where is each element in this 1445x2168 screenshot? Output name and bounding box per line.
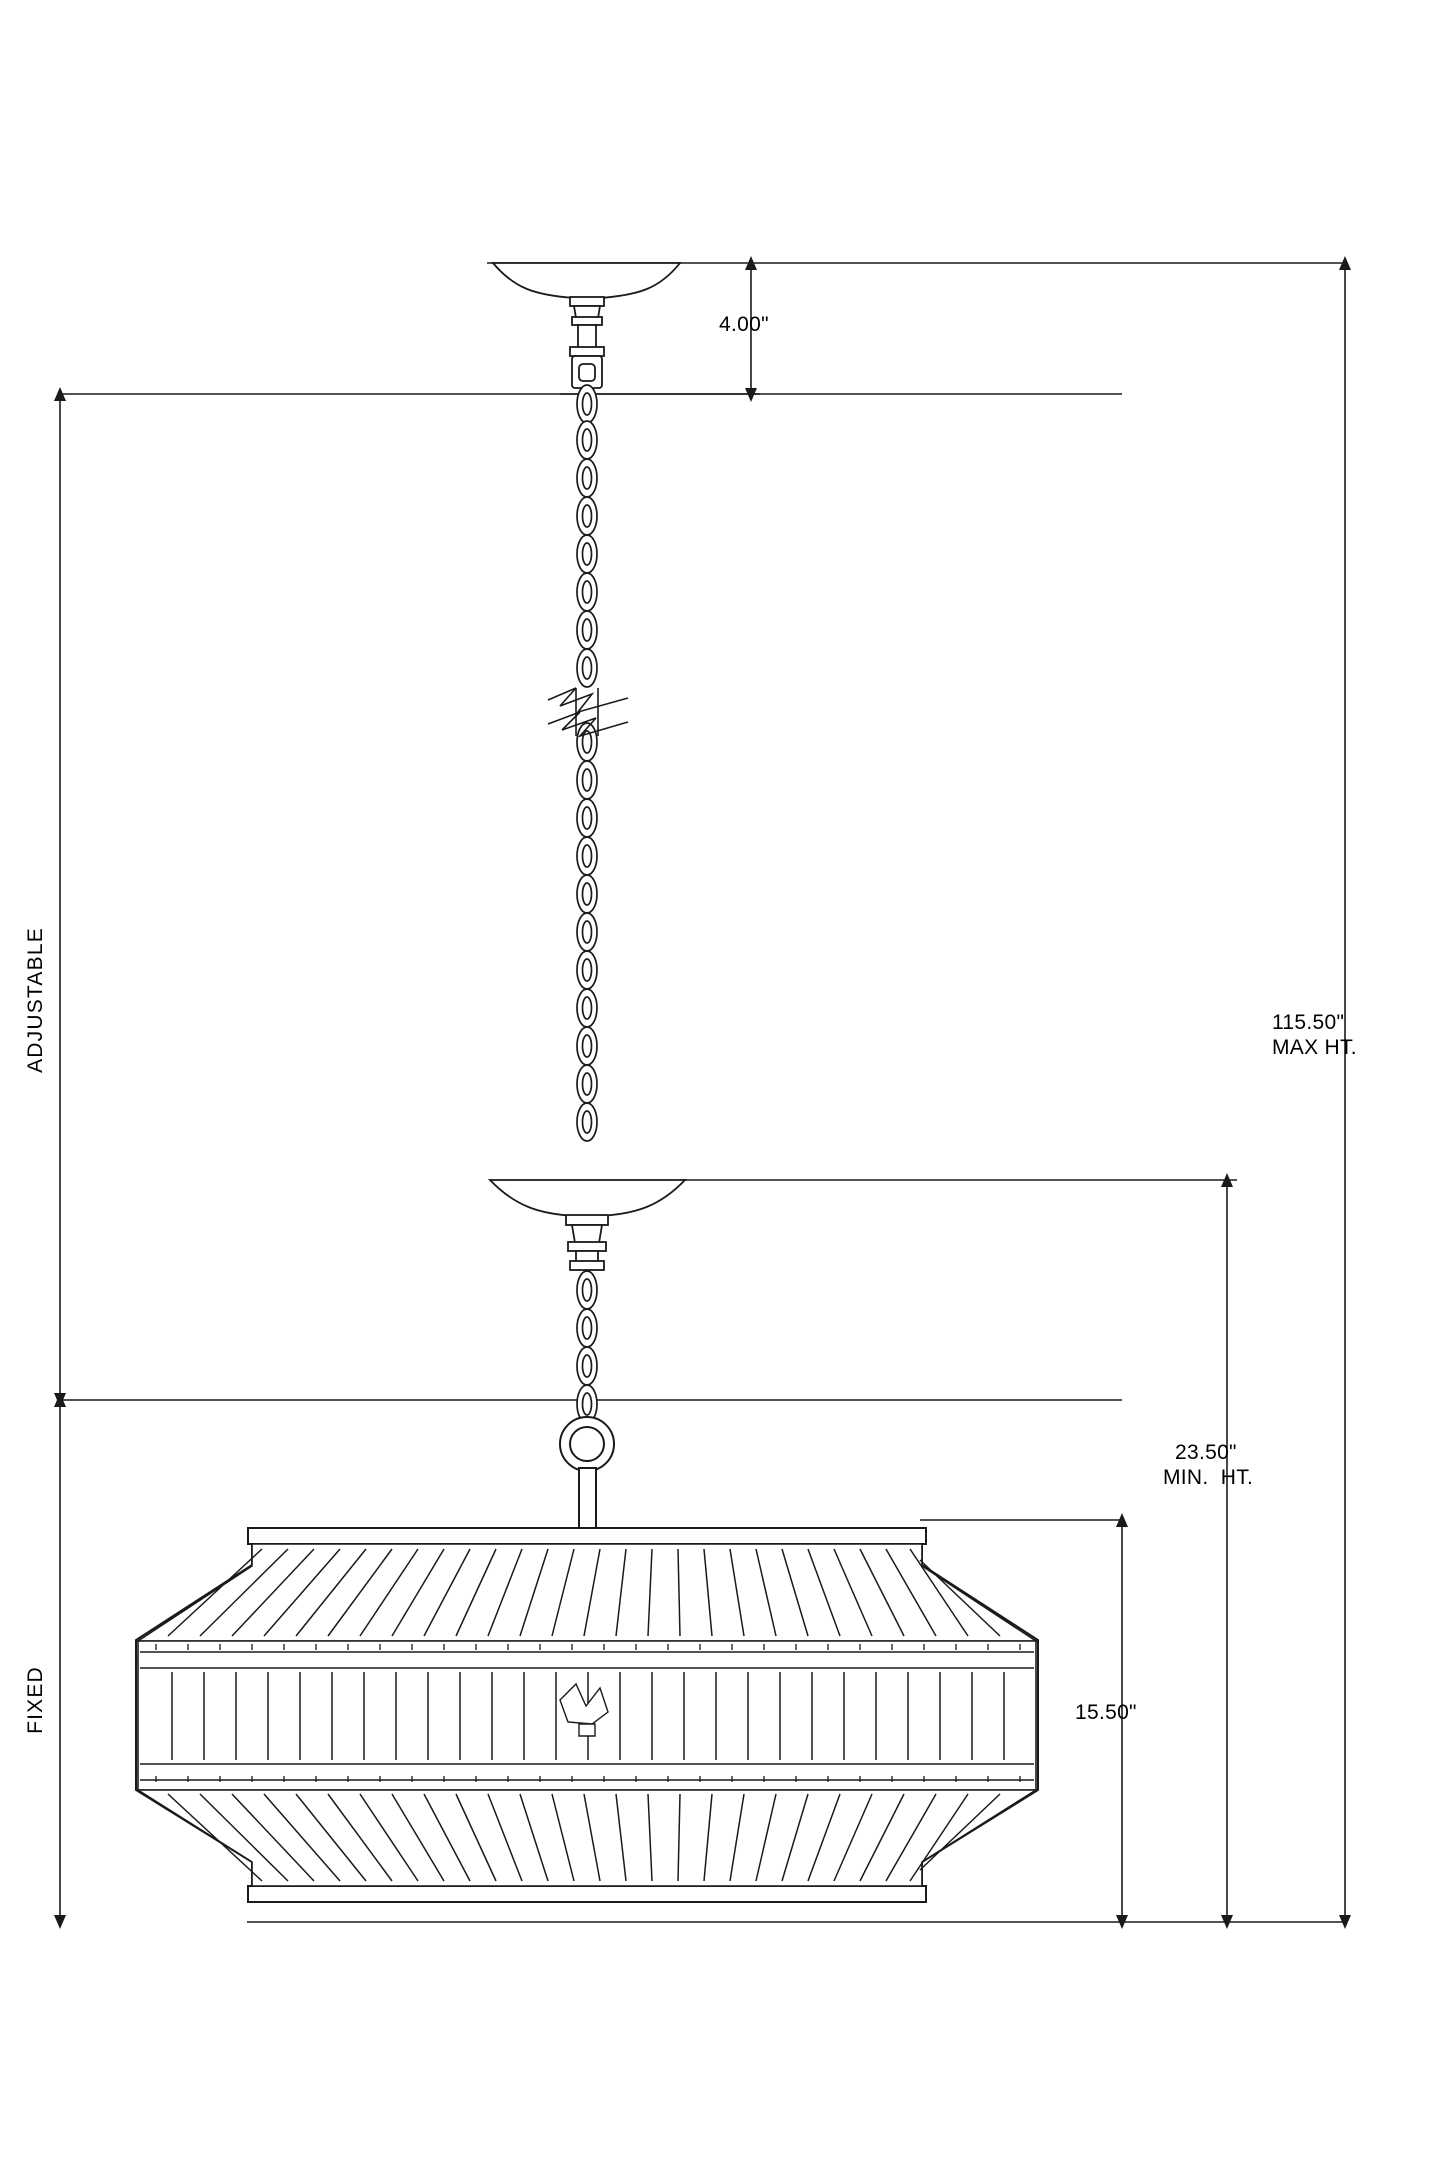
dim-max-height: 115.50" [1272, 1011, 1345, 1034]
dim-adjustable-label: ADJUSTABLE [24, 927, 47, 1073]
mid-canopy [490, 1180, 685, 1270]
dim-fixed-label: FIXED [24, 1666, 47, 1734]
crystal-drum-shade [136, 1528, 1038, 1902]
dim-fixture-height: 15.50" [1075, 1701, 1137, 1724]
ceiling-canopy [493, 263, 680, 388]
chain-loop [560, 1417, 614, 1530]
dim-canopy-drop: 4.00" [719, 313, 769, 336]
dim-max-height-note: MAX HT. [1272, 1036, 1357, 1059]
dim-min-height-note: MIN. HT. [1163, 1466, 1254, 1489]
dim-min-height: 23.50" [1175, 1441, 1237, 1464]
